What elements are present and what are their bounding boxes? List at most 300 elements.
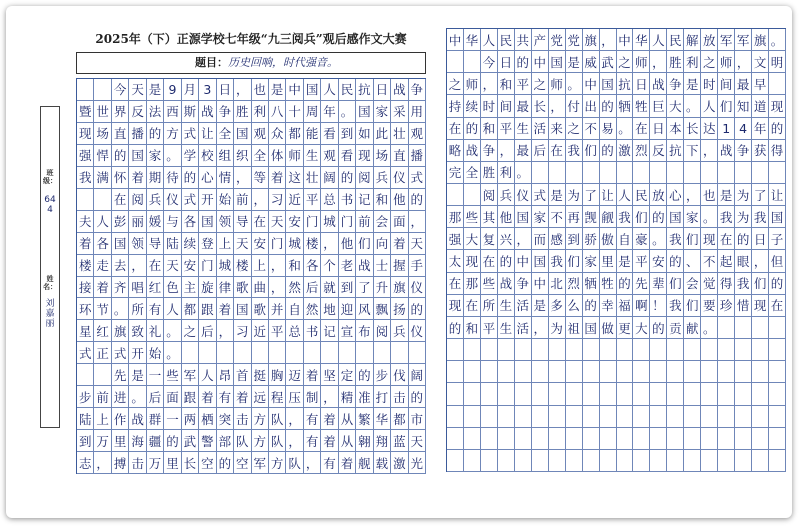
grid-cell — [374, 342, 391, 364]
grid-cell: 年 — [321, 101, 338, 123]
grid-cell — [650, 383, 667, 405]
grid-cell — [769, 406, 786, 428]
grid-cell — [447, 339, 464, 361]
grid-cell: 宣 — [339, 320, 356, 342]
grid-cell: 也 — [701, 184, 718, 206]
grid-cell — [391, 342, 408, 364]
grid-cell — [684, 162, 701, 184]
grid-cell: 仪 — [515, 184, 532, 206]
grid-cell: 主 — [182, 277, 199, 299]
grid-cell: 色 — [164, 277, 181, 299]
grid-cell: 前 — [234, 189, 251, 211]
grid-cell: 战 — [498, 273, 515, 295]
grid-cell: 在 — [481, 250, 498, 272]
grid-cell: 平 — [304, 189, 321, 211]
grid-cell: 是 — [269, 79, 286, 101]
grid-cell: 豪 — [633, 228, 650, 250]
grid-cell: 兵 — [391, 320, 408, 342]
grid-cell: 牲 — [600, 273, 617, 295]
grid-cell — [701, 361, 718, 383]
grid-cell: 是 — [718, 184, 735, 206]
grid-cell: ， — [600, 29, 617, 51]
grid-cell: 人 — [617, 184, 634, 206]
grid-cell — [600, 450, 617, 472]
grid-cell: 家 — [532, 206, 549, 228]
grid-cell: 光 — [409, 452, 426, 474]
grid-cell: 市 — [409, 408, 426, 430]
grid-cell: 持 — [447, 95, 464, 117]
grid-cell: 在 — [252, 211, 269, 233]
grid-cell — [464, 51, 481, 73]
grid-cell: 觉 — [701, 273, 718, 295]
grid-cell: 到 — [77, 430, 94, 452]
grid-cell: 进 — [112, 386, 129, 408]
grid-cell: 有 — [147, 298, 164, 320]
grid-cell — [735, 428, 752, 450]
grid-cell — [617, 162, 634, 184]
grid-cell: 队 — [269, 430, 286, 452]
grid-cell — [447, 184, 464, 206]
grid-cell: 制 — [304, 386, 321, 408]
grid-cell: 国 — [199, 211, 216, 233]
grid-cell: 打 — [374, 386, 391, 408]
grid-cell: 放 — [701, 29, 718, 51]
grid-cell: 在 — [769, 295, 786, 317]
grid-cell: 所 — [129, 298, 146, 320]
grid-cell: 观 — [321, 145, 338, 167]
grid-cell: 仪 — [409, 277, 426, 299]
grid-cell: 的 — [650, 317, 667, 339]
grid-cell: 的 — [164, 430, 181, 452]
grid-cell — [667, 162, 684, 184]
grid-cell: 然 — [304, 298, 321, 320]
grid-cell: 空 — [199, 452, 216, 474]
grid-cell — [339, 342, 356, 364]
grid-cell: 迎 — [339, 298, 356, 320]
grid-cell: 会 — [684, 273, 701, 295]
grid-cell: 献 — [684, 317, 701, 339]
grid-cell: 门 — [199, 255, 216, 277]
grid-cell: 们 — [684, 228, 701, 250]
grid-cell: 精 — [339, 386, 356, 408]
grid-cell — [77, 189, 94, 211]
grid-cell: 安 — [650, 250, 667, 272]
grid-cell: 律 — [217, 277, 234, 299]
grid-cell — [286, 342, 303, 364]
grid-cell — [769, 450, 786, 472]
grid-cell: 国 — [583, 317, 600, 339]
grid-cell: 到 — [339, 123, 356, 145]
grid-cell: 让 — [199, 123, 216, 145]
grid-cell: 我 — [77, 167, 94, 189]
grid-cell: 是 — [684, 73, 701, 95]
grid-cell — [549, 361, 566, 383]
grid-cell: 悍 — [94, 145, 111, 167]
grid-cell: 阅 — [356, 167, 373, 189]
topic-row — [76, 52, 426, 74]
grid-cell: 的 — [583, 295, 600, 317]
grid-cell — [633, 406, 650, 428]
grid-cell: 歌 — [234, 277, 251, 299]
grid-cell — [566, 450, 583, 472]
grid-cell: 就 — [321, 277, 338, 299]
grid-cell: 坚 — [321, 364, 338, 386]
grid-cell: ， — [321, 386, 338, 408]
grid-cell: ， — [286, 408, 303, 430]
grid-cell: 楼 — [304, 233, 321, 255]
grid-cell: 如 — [356, 123, 373, 145]
grid-cell: 的 — [112, 145, 129, 167]
grid-cell — [617, 428, 634, 450]
grid-cell: 不 — [549, 206, 566, 228]
grid-cell — [718, 339, 735, 361]
grid-cell: 着 — [94, 277, 111, 299]
grid-cell: 后 — [532, 140, 549, 162]
grid-cell: 平 — [633, 250, 650, 272]
grid-cell: 步 — [77, 386, 94, 408]
student-info-box — [40, 106, 60, 428]
grid-cell: 为 — [735, 184, 752, 206]
grid-cell: ， — [234, 79, 251, 101]
grid-cell: 本 — [667, 118, 684, 140]
grid-cell: 日 — [650, 118, 667, 140]
grid-cell: 天 — [269, 211, 286, 233]
grid-cell: 师 — [633, 51, 650, 73]
grid-cell — [701, 428, 718, 450]
grid-cell: 是 — [129, 364, 146, 386]
grid-cell: 红 — [147, 277, 164, 299]
grid-cell: ， — [321, 233, 338, 255]
grid-cell: 3 — [199, 79, 216, 101]
grid-cell: 体 — [269, 145, 286, 167]
grid-cell: 武 — [182, 430, 199, 452]
grid-cell — [481, 361, 498, 383]
grid-cell: 今 — [112, 79, 129, 101]
grid-cell — [464, 406, 481, 428]
grid-cell: 周 — [304, 101, 321, 123]
grid-cell: 直 — [391, 145, 408, 167]
grid-cell — [650, 428, 667, 450]
grid-cell: 眼 — [735, 250, 752, 272]
grid-cell: 志 — [77, 452, 94, 474]
grid-cell: 翔 — [374, 430, 391, 452]
grid-cell: 陆 — [77, 408, 94, 430]
grid-cell — [566, 162, 583, 184]
grid-cell — [447, 450, 464, 472]
grid-cell: 福 — [617, 295, 634, 317]
grid-cell: 和 — [464, 317, 481, 339]
grid-cell: 空 — [234, 452, 251, 474]
grid-cell: 国 — [532, 250, 549, 272]
grid-cell: 式 — [182, 123, 199, 145]
grid-cell — [633, 162, 650, 184]
grid-cell: 阅 — [129, 189, 146, 211]
grid-cell: 之 — [617, 51, 634, 73]
grid-cell: 巨 — [650, 95, 667, 117]
grid-cell: 警 — [199, 430, 216, 452]
grid-cell: 节 — [94, 298, 111, 320]
grid-cell: 我 — [617, 206, 634, 228]
grid-cell: 的 — [409, 189, 426, 211]
grid-cell: 近 — [252, 320, 269, 342]
grid-cell: 9 — [164, 79, 181, 101]
grid-cell: 我 — [718, 206, 735, 228]
grid-cell: 门 — [304, 211, 321, 233]
grid-cell: 万 — [94, 430, 111, 452]
grid-cell: ， — [94, 452, 111, 474]
grid-cell: 。 — [129, 386, 146, 408]
grid-cell — [650, 162, 667, 184]
grid-cell — [600, 428, 617, 450]
grid-cell: 安 — [182, 255, 199, 277]
grid-cell: ， — [701, 140, 718, 162]
grid-cell: 战 — [391, 79, 408, 101]
grid-cell: 在 — [112, 189, 129, 211]
grid-cell: 方 — [164, 123, 181, 145]
grid-cell: 军 — [735, 29, 752, 51]
grid-cell: 在 — [447, 273, 464, 295]
grid-cell: 胜 — [481, 162, 498, 184]
grid-cell: 开 — [129, 342, 146, 364]
grid-cell: 。 — [769, 29, 786, 51]
grid-cell: 们 — [566, 250, 583, 272]
grid-cell — [447, 51, 464, 73]
grid-cell — [735, 383, 752, 405]
grid-cell: 那 — [447, 206, 464, 228]
grid-cell — [409, 342, 426, 364]
grid-cell: 击 — [391, 386, 408, 408]
grid-cell: 着 — [77, 233, 94, 255]
grid-cell: 会 — [374, 211, 391, 233]
grid-cell: 海 — [129, 430, 146, 452]
grid-cell: ， — [286, 430, 303, 452]
right-page — [430, 6, 792, 518]
grid-cell: 。 — [650, 228, 667, 250]
grid-cell: 。 — [164, 342, 181, 364]
grid-cell: ， — [269, 277, 286, 299]
grid-cell: 此 — [374, 123, 391, 145]
grid-cell — [566, 339, 583, 361]
grid-cell: 仪 — [164, 189, 181, 211]
grid-cell: 旗 — [112, 320, 129, 342]
grid-cell: 武 — [600, 51, 617, 73]
grid-cell: 到 — [339, 277, 356, 299]
grid-cell: 领 — [217, 211, 234, 233]
grid-cell — [464, 450, 481, 472]
grid-cell — [650, 339, 667, 361]
grid-cell: 国 — [129, 145, 146, 167]
grid-cell: 和 — [374, 189, 391, 211]
grid-cell: 么 — [566, 295, 583, 317]
grid-cell — [515, 428, 532, 450]
grid-cell: 所 — [481, 295, 498, 317]
grid-cell: 牲 — [633, 95, 650, 117]
grid-cell: 平 — [515, 73, 532, 95]
grid-cell: 家 — [147, 145, 164, 167]
grid-cell: 阔 — [409, 364, 426, 386]
grid-cell: 旗 — [583, 29, 600, 51]
grid-cell: 挺 — [252, 364, 269, 386]
grid-cell: 国 — [304, 79, 321, 101]
grid-cell — [617, 339, 634, 361]
grid-cell: 有 — [304, 408, 321, 430]
grid-cell: 的 — [217, 452, 234, 474]
grid-cell: 着 — [217, 298, 234, 320]
grid-cell — [600, 361, 617, 383]
grid-cell — [735, 361, 752, 383]
grid-cell: 在 — [147, 255, 164, 277]
grid-cell — [515, 406, 532, 428]
grid-cell: 也 — [252, 79, 269, 101]
grid-cell — [684, 428, 701, 450]
grid-cell — [600, 406, 617, 428]
grid-cell: 1 — [718, 118, 735, 140]
grid-cell — [684, 406, 701, 428]
grid-cell — [735, 317, 752, 339]
grid-cell: 这 — [286, 167, 303, 189]
grid-cell: 人 — [321, 79, 338, 101]
grid-cell: 旗 — [391, 277, 408, 299]
grid-cell: 时 — [701, 73, 718, 95]
grid-cell: 的 — [409, 386, 426, 408]
grid-cell: 大 — [464, 228, 481, 250]
grid-cell: 的 — [498, 250, 515, 272]
grid-cell: 人 — [650, 29, 667, 51]
grid-cell: 的 — [769, 118, 786, 140]
grid-cell — [633, 339, 650, 361]
grid-cell: 让 — [769, 184, 786, 206]
grid-cell: 国 — [515, 206, 532, 228]
grid-cell: 国 — [769, 206, 786, 228]
grid-cell — [701, 450, 718, 472]
grid-cell: 曲 — [252, 277, 269, 299]
grid-cell: 最 — [735, 73, 752, 95]
class-label: 班级： — [43, 169, 57, 185]
grid-cell: 压 — [286, 386, 303, 408]
grid-cell: 我 — [667, 228, 684, 250]
grid-cell: 他 — [498, 206, 515, 228]
grid-cell: 跟 — [199, 298, 216, 320]
grid-cell — [583, 428, 600, 450]
grid-cell: 播 — [129, 123, 146, 145]
grid-cell: 近 — [286, 189, 303, 211]
grid-cell: 复 — [481, 228, 498, 250]
grid-cell: 能 — [304, 123, 321, 145]
grid-cell: 做 — [600, 317, 617, 339]
grid-cell: 始 — [217, 189, 234, 211]
grid-cell: 的 — [356, 364, 373, 386]
grid-cell: 的 — [600, 95, 617, 117]
grid-cell: 有 — [321, 452, 338, 474]
grid-cell: 获 — [752, 140, 769, 162]
grid-cell: 方 — [252, 408, 269, 430]
grid-cell: 后 — [199, 320, 216, 342]
grid-cell: 怀 — [112, 167, 129, 189]
grid-cell: 战 — [129, 408, 146, 430]
grid-cell — [199, 342, 216, 364]
grid-cell: 世 — [94, 101, 111, 123]
grid-cell: 战 — [718, 140, 735, 162]
grid-cell — [633, 383, 650, 405]
grid-cell — [583, 406, 600, 428]
grid-cell: 法 — [147, 101, 164, 123]
grid-cell: ， — [217, 320, 234, 342]
grid-cell: 定 — [339, 364, 356, 386]
grid-cell: 之 — [182, 320, 199, 342]
grid-cell: 中 — [532, 51, 549, 73]
grid-cell — [481, 383, 498, 405]
grid-cell — [650, 361, 667, 383]
grid-cell — [701, 339, 718, 361]
grid-cell: 击 — [234, 408, 251, 430]
grid-cell: 们 — [633, 206, 650, 228]
grid-cell: ， — [549, 95, 566, 117]
grid-cell: 远 — [252, 386, 269, 408]
grid-cell: 、 — [684, 250, 701, 272]
grid-cell: 中 — [515, 250, 532, 272]
grid-cell: 致 — [129, 320, 146, 342]
grid-cell: 反 — [650, 140, 667, 162]
grid-cell: ， — [515, 228, 532, 250]
grid-cell — [633, 450, 650, 472]
grid-cell: 牺 — [583, 273, 600, 295]
grid-cell: 兵 — [147, 189, 164, 211]
grid-cell: 的 — [617, 273, 634, 295]
grid-cell: 是 — [549, 184, 566, 206]
grid-cell: 自 — [617, 228, 634, 250]
grid-cell: 些 — [481, 273, 498, 295]
grid-cell: 击 — [129, 452, 146, 474]
grid-cell: 个 — [321, 255, 338, 277]
grid-cell — [464, 361, 481, 383]
grid-cell: 织 — [234, 145, 251, 167]
grid-cell: 有 — [217, 386, 234, 408]
grid-cell: 从 — [339, 430, 356, 452]
grid-cell: 军 — [182, 364, 199, 386]
grid-cell: 式 — [532, 184, 549, 206]
grid-cell: 疆 — [147, 430, 164, 452]
grid-cell: 八 — [269, 101, 286, 123]
grid-cell: 式 — [409, 167, 426, 189]
grid-cell: 西 — [164, 101, 181, 123]
grid-cell: ， — [269, 255, 286, 277]
grid-cell: 文 — [752, 51, 769, 73]
grid-cell: 式 — [77, 342, 94, 364]
grid-cell: 抗 — [617, 73, 634, 95]
grid-cell — [566, 406, 583, 428]
grid-cell: 各 — [94, 233, 111, 255]
grid-cell — [667, 339, 684, 361]
grid-cell — [549, 339, 566, 361]
grid-cell: 栖 — [199, 408, 216, 430]
grid-cell: 导 — [147, 233, 164, 255]
grid-cell: 门 — [269, 233, 286, 255]
grid-cell: ， — [252, 189, 269, 211]
grid-cell — [769, 339, 786, 361]
grid-cell: 各 — [304, 255, 321, 277]
grid-cell: 中 — [286, 79, 303, 101]
grid-cell: 然 — [286, 277, 303, 299]
grid-cell: 争 — [217, 101, 234, 123]
grid-cell: 从 — [339, 408, 356, 430]
grid-cell — [498, 450, 515, 472]
grid-cell: 最 — [515, 95, 532, 117]
grid-cell: 党 — [549, 29, 566, 51]
grid-cell — [252, 342, 269, 364]
grid-cell: 惜 — [735, 295, 752, 317]
grid-cell: 领 — [129, 233, 146, 255]
grid-cell — [583, 162, 600, 184]
